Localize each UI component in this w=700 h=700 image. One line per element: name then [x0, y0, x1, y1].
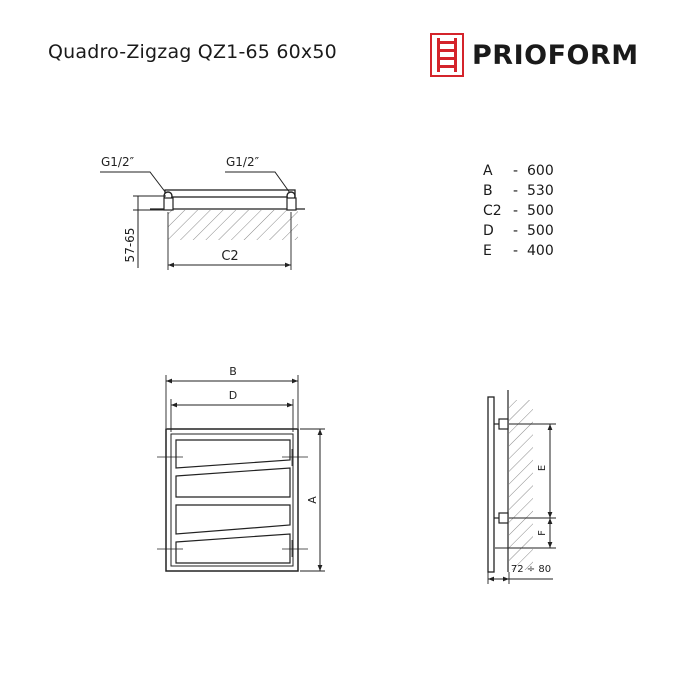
dimension-value: 530 [527, 183, 554, 199]
dimension-value: 600 [527, 163, 554, 179]
bracket-left [164, 198, 173, 210]
brand-name: PRIOFORM [472, 39, 639, 71]
mount-height-label: E [537, 464, 548, 472]
top-view [100, 155, 305, 270]
dimension-dash: - [512, 183, 519, 199]
height-label: A [306, 496, 319, 504]
wall-distance-label: 72 ÷ 80 [510, 564, 552, 575]
leader-left [100, 172, 166, 193]
wall-hatch [509, 400, 533, 570]
depth-label: 57-65 [123, 227, 137, 263]
dimension-label: B [483, 183, 493, 199]
width-label: B [229, 365, 237, 378]
radiator-side [488, 397, 494, 572]
bottom-offset-label: F [537, 530, 548, 536]
dimension-value: 500 [527, 203, 554, 219]
front-view [157, 365, 325, 571]
rail-body [165, 190, 295, 197]
side-view [488, 390, 556, 584]
bracket-bottom [499, 513, 508, 523]
dimension-dash: - [512, 223, 519, 239]
spacing-label: C2 [221, 249, 239, 264]
dimension-label: E [483, 243, 492, 259]
dimension-label: D [483, 223, 494, 239]
bracket-right [287, 198, 296, 210]
radiator-frame [166, 429, 298, 571]
connection-right-label: G1/2″ [226, 155, 260, 169]
dimension-label: C2 [483, 203, 502, 219]
dimension-dash: - [512, 163, 519, 179]
page-title: Quadro-Zigzag QZ1-65 60x50 [48, 41, 337, 63]
wall-hatch [168, 210, 298, 240]
inner-width-label: D [228, 389, 238, 402]
dimension-dash: - [512, 203, 519, 219]
dimension-dash: - [512, 243, 519, 259]
connection-left-label: G1/2″ [101, 155, 135, 169]
dimension-label: A [483, 163, 493, 179]
dimension-value: 400 [527, 243, 554, 259]
bracket-top [499, 419, 508, 429]
dimension-value: 500 [527, 223, 554, 239]
